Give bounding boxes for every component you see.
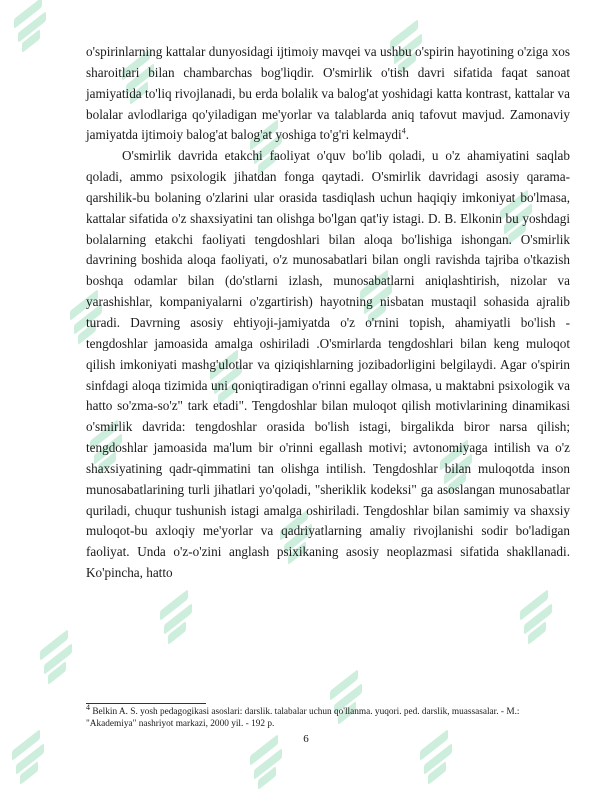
- watermark-icon: [520, 600, 550, 640]
- watermark-icon: [160, 600, 190, 640]
- footnote: [86, 702, 570, 730]
- footnote-divider: [86, 703, 206, 704]
- watermark-icon: [420, 740, 450, 780]
- watermark-icon: [14, 8, 44, 48]
- watermark-icon: [12, 740, 42, 780]
- footnote-number: 4: [86, 702, 90, 712]
- paragraph: o'spirinlarning kattalar dunyosidagi ijtimoiy mavqei va ushbu o'spirin hayotining o'ziga xos sharoitlari bilan chambarchas bog'liqdir. O'smirlik o'tish davri sifatida faqat sanoat jamiyatida to'liq rivojlanadi, bu erda bolalik va balog'at yoshidagi katta kontrast, kattalar va bolalar avlodlariga qo'yiladigan me'yorlar va talablarda aniq tafovut mavjud. Zamonaviy jamiyatda ijtimoiy balog'at balog'at yoshiga to'g'ri kelmaydi$^4$.: [86, 44, 570, 143]
- body-text: [86, 42, 570, 584]
- footnote-reference[interactable]: 4: [401, 126, 406, 136]
- footnote-text: Belkin A. S. yosh pedagogikasi asoslari: darslik. talabalar uchun qo'llanma. yuqori. ped. darslik, muassasalar. - M.: "Akademiya" nashriyot markazi, 2000 yil. - 192 p.: [86, 707, 520, 729]
- paragraph-text: O'smirlik davrida etakchi faoliyat o'quv bo'lib qoladi, u o'z ahamiyatini saqlab qoladi, ammo psixologik jihatdan fonga qaytadi. O'smirlik davridagi asosiy qarama-qarshilik-bu bolaning o'zlarini ular orasida tasdiqlash uchun haqiqiy imkoniyat bo'lmasa, kattalar sifatida o'z shaxsiyatini tan olishga bo'lgan qat'iy istagi. D. B. Elkonin bu yoshdagi bolalarning etakchi faoliyati tengdoshlari bilan aloqa bo'lishiga ishongan. O'smirlik davrining boshida aloqa faoliyati, o'z munosabatlari bilan ongli ravishda tajriba o'tkazish boshqa odamlar bilan (do'stlarni izlash, munosabatlarni aniqlashtirish, nizolar va yarashishlar, kompaniyalarni o'zgartirish) hayotning nisbatan mustaqil sohasida ajralib turadi. Davrning asosiy ehtiyoji-jamiyatda o'z o'rnini topish, ahamiyatli bo'lish - tengdoshlar jamoasida amalga oshiriladi .O'smirlarda tengdoshlari bilan keng muloqot qilish imkoniyati mashg'ulotlar va qiziqishlarning jozibadorligini belgilaydi. Agar o'spirin sinfdagi aloqa tizimida uni qoniqtiradigan o'rinni egallay olmasa, u maktabni psixologik va hatto so'zma-so'z" tark etadi". Tengdoshlar bilan muloqot qilish motivlarining dinamikasi o'smirlik davrida: tengdoshlar orasida bo'lish istagi, birgalikda biror narsa qilish; tengdoshlar jamoasida ma'lum bir o'rinni egallash motivi; avtonomiyaga intilish va o'z shaxsiyatining qadr-qimmatini tan olishga intilish. Tengdoshlar bilan muloqotda inson munosabatlarining turli jihatlari yo'qoladi, "sheriklik kodeksi" ga asoslangan munosabatlar quriladi, chuqur tushunish istagi amalga oshiriladi. Tengdoshlar bilan samimiy va shaxsiy muloqot-bu axloqiy me'yorlar va qadriyatlarning amaliy rivojlanishi sodir bo'ladigan faoliyat. Unda o'z-o'zini anglash psixikaning asosiy neoplazmasi sifatida shakllanadi. Ko'pincha, hatto: [86, 148, 570, 581]
- paragraph: [86, 146, 570, 584]
- page-number: 6: [303, 733, 309, 745]
- watermark-icon: [250, 745, 280, 785]
- watermark-icon: [40, 640, 70, 680]
- paragraph-text: o'spirinlarning kattalar dunyosidagi ijtimoiy mavqei va ushbu o'spirin hayotining o'ziga xos sharoitlari bilan chambarchas bog'liqdir. O'smirlik o'tish davri sifatida faqat sanoat jamiyatida to'liq rivojlanadi, bu erda bolalik va balog'at yoshidagi katta kontrast, kattalar va bolalar avlodlariga qo'yiladigan me'yorlar va talablarda aniq tafovut mavjud. Zamonaviy jamiyatda ijtimoiy balog'at balog'at yoshiga to'g'ri kelmaydi: [86, 44, 570, 143]
